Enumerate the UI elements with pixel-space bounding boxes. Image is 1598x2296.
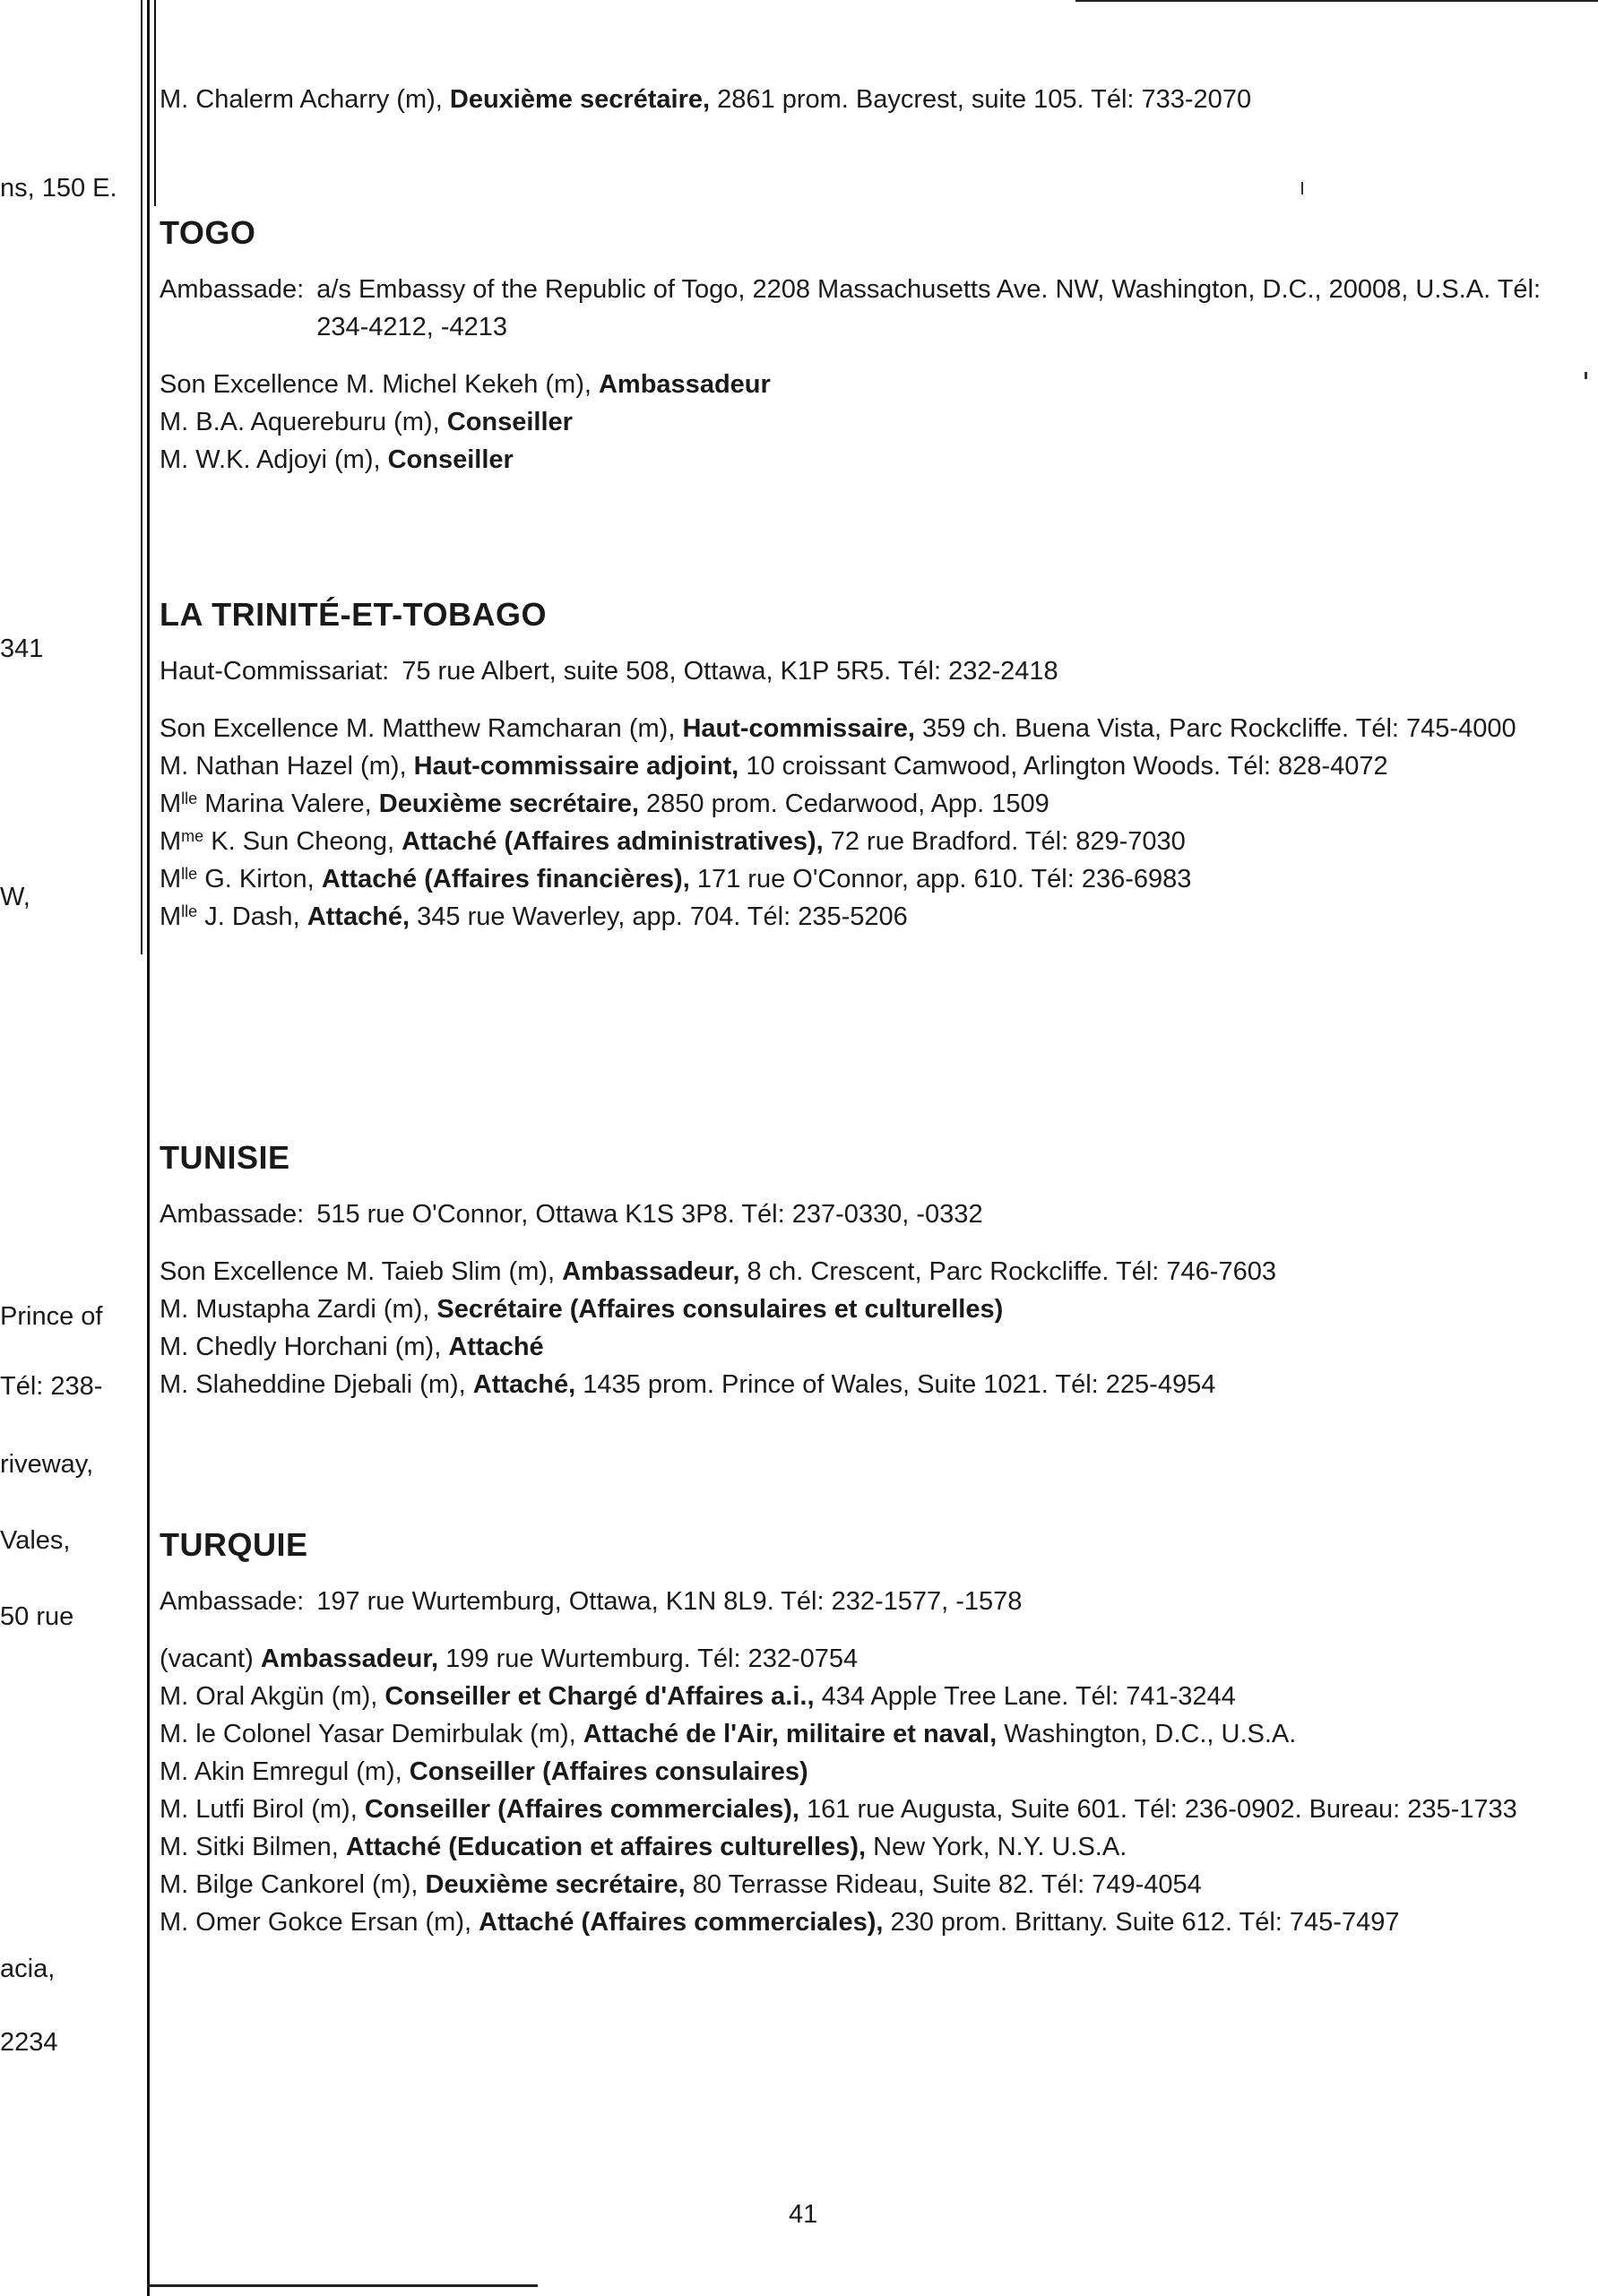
person-details: 10 croissant Camwood, Arlington Woods. Tél: 828-4072 — [746, 752, 1388, 781]
adjacent-fragment: 50 rue — [0, 1602, 74, 1631]
person-role: Attaché (Affaires commerciales), — [479, 1908, 884, 1937]
person-title: M — [160, 865, 182, 893]
person-role: Secrétaire (Affaires consulaires et culturelles) — [436, 1295, 1004, 1324]
person-title: M. — [160, 1795, 189, 1824]
person-entry — [160, 1290, 1558, 1328]
country-section-togo — [160, 213, 1558, 479]
person-details: 8 ch. Crescent, Parc Rockcliffe. Tél: 746-7603 — [747, 1257, 1276, 1286]
country-section-trinidad-tobago — [160, 595, 1558, 936]
person-title: M — [160, 902, 182, 931]
mission-line — [160, 1583, 1558, 1620]
person-title-suffix: lle — [181, 790, 198, 807]
person-title-suffix: me — [181, 827, 204, 845]
person-details: 161 rue Augusta, Suite 601. Tél: 236-0902. Bureau: 235-1733 — [807, 1795, 1517, 1824]
binding-rule — [147, 0, 150, 2296]
mission-line — [160, 652, 1558, 690]
country-heading: TUNISIE — [160, 1139, 290, 1176]
person-entry — [160, 1903, 1558, 1941]
person-entry — [160, 1328, 1558, 1366]
person-role: Attaché de l'Air, militaire et naval, — [583, 1720, 998, 1748]
person-title: Son Excellence — [160, 370, 339, 399]
intro-entry — [160, 81, 1558, 118]
person-title: M. — [160, 1870, 189, 1899]
person-details: 230 prom. Brittany. Suite 612. Tél: 745-7497 — [890, 1908, 1400, 1937]
mission-line — [160, 271, 1558, 346]
adjacent-page-edge — [141, 0, 143, 954]
adjacent-fragment: Tél: 238- — [0, 1372, 103, 1401]
person-title: M. — [160, 1370, 189, 1399]
person-name: Bilge Cankorel (m), — [195, 1870, 419, 1899]
person-details: 2861 prom. Baycrest, suite 105. Tél: 733-2070 — [717, 85, 1252, 114]
person-name: G. Kirton, — [204, 865, 315, 893]
person-role: Haut-commissaire adjoint, — [413, 752, 739, 781]
person-role: Ambassadeur, — [562, 1257, 740, 1286]
person-role: Conseiller — [387, 445, 514, 474]
person-details: 171 rue O'Connor, app. 610. Tél: 236-6983 — [696, 865, 1192, 893]
person-name: J. Dash, — [204, 902, 300, 931]
person-role: Attaché — [448, 1333, 544, 1361]
mission-address: a/s Embassy of the Republic of Togo, 2208 Massachusetts Ave. NW, Washington, D.C., 20008, U.S.A. Tél: 234-4212, -4213 — [316, 275, 1542, 341]
person-entry — [160, 710, 1558, 747]
person-name: Chedly Horchani (m), — [195, 1333, 442, 1361]
person-name: M. Matthew Ramcharan (m), — [345, 714, 676, 743]
person-name: M. Taieb Slim (m), — [345, 1257, 556, 1286]
person-role: Attaché (Affaires administratives), — [402, 827, 824, 856]
adjacent-fragment: Prince of — [0, 1302, 103, 1331]
person-title: M. — [160, 1833, 189, 1861]
bottom-edge-rule — [147, 2284, 538, 2287]
mission-label: Ambassade: — [160, 1587, 305, 1616]
person-title: M. — [160, 445, 189, 474]
person-title-suffix: lle — [181, 902, 198, 920]
person-role: Conseiller et Chargé d'Affaires a.i., — [384, 1682, 815, 1711]
person-details: 72 rue Bradford. Tél: 829-7030 — [830, 827, 1186, 856]
person-details: New York, N.Y. U.S.A. — [873, 1833, 1127, 1861]
people-list — [160, 1640, 1558, 1941]
person-entry — [160, 1715, 1558, 1753]
person-title: M. — [160, 752, 189, 781]
person-name: M. Michel Kekeh (m), — [345, 370, 592, 399]
person-title: M. — [160, 408, 189, 436]
person-role: Haut-commissaire, — [682, 714, 915, 743]
person-details: 345 rue Waverley, app. 704. Tél: 235-5206 — [417, 902, 908, 931]
country-heading: LA TRINITÉ-ET-TOBAGO — [160, 596, 547, 633]
person-role: Attaché, — [307, 902, 410, 931]
person-entry — [160, 1753, 1558, 1791]
person-title: M. — [160, 1333, 189, 1361]
person-title: M. — [160, 1720, 189, 1748]
person-entry — [160, 898, 1558, 936]
person-entry — [160, 1828, 1558, 1866]
person-title: Son Excellence — [160, 1257, 339, 1286]
person-title: M. — [160, 1682, 189, 1711]
page-number: 41 — [789, 2200, 818, 2229]
person-name: M. Chalerm Acharry (m), — [160, 85, 443, 114]
mission-address: 515 rue O'Connor, Ottawa K1S 3P8. Tél: 237-0330, -0332 — [316, 1200, 983, 1229]
person-role: Deuxième secrétaire, — [378, 790, 639, 818]
binding-rule — [154, 0, 156, 206]
person-name: Oral Akgün (m), — [195, 1682, 378, 1711]
person-entry — [160, 1866, 1558, 1903]
person-entry — [160, 1791, 1558, 1828]
person-title: Son Excellence — [160, 714, 339, 743]
person-entry — [160, 441, 1558, 479]
person-entry — [160, 747, 1558, 785]
person-name: Nathan Hazel (m), — [195, 752, 407, 781]
adjacent-fragment: W, — [0, 883, 30, 911]
person-details: 434 Apple Tree Lane. Tél: 741-3244 — [821, 1682, 1236, 1711]
adjacent-fragment: riveway, — [0, 1450, 94, 1479]
country-section-turquie — [160, 1525, 1558, 1941]
person-entry — [160, 1640, 1558, 1678]
mission-label: Ambassade: — [160, 1200, 305, 1229]
person-role: Ambassadeur, — [260, 1644, 439, 1673]
person-name: Mustapha Zardi (m), — [195, 1295, 430, 1324]
mission-line — [160, 1195, 1558, 1233]
scan-speck — [1585, 372, 1587, 379]
person-details: 359 ch. Buena Vista, Parc Rockcliffe. Tél: 745-4000 — [922, 714, 1516, 743]
person-details: 80 Terrasse Rideau, Suite 82. Tél: 749-4054 — [692, 1870, 1202, 1899]
person-title-suffix: lle — [181, 865, 198, 883]
person-entry — [160, 403, 1558, 441]
person-role: Attaché (Education et affaires culturelles), — [345, 1833, 867, 1861]
person-name: Slaheddine Djebali (m), — [195, 1370, 466, 1399]
person-entry — [160, 1366, 1558, 1403]
mission-address: 197 rue Wurtemburg, Ottawa, K1N 8L9. Tél: 232-1577, -1578 — [316, 1587, 1023, 1616]
person-name: K. Sun Cheong, — [211, 827, 395, 856]
person-name: Omer Gokce Ersan (m), — [195, 1908, 472, 1937]
person-details: 2850 prom. Cedarwood, App. 1509 — [646, 790, 1049, 818]
country-heading: TURQUIE — [160, 1526, 308, 1563]
person-role: Ambassadeur — [598, 370, 771, 399]
adjacent-fragment: 341 — [0, 634, 44, 663]
adjacent-page-strip — [0, 0, 143, 2296]
person-name: Sitki Bilmen, — [195, 1833, 339, 1861]
person-role: Conseiller (Affaires consulaires) — [409, 1757, 808, 1786]
person-title: M — [160, 790, 182, 818]
person-title: M — [160, 827, 182, 856]
person-title: M. — [160, 1908, 189, 1937]
mission-label: Ambassade: — [160, 275, 305, 304]
person-role: Attaché (Affaires financières), — [321, 865, 690, 893]
person-title: (vacant) — [160, 1644, 254, 1673]
country-section-tunisie — [160, 1138, 1558, 1403]
person-details: 199 rue Wurtemburg. Tél: 232-0754 — [445, 1644, 859, 1673]
scan-speck — [1301, 182, 1303, 194]
person-role: Attaché, — [472, 1370, 576, 1399]
person-name: le Colonel Yasar Demirbulak (m), — [195, 1720, 576, 1748]
person-name: Akin Emregul (m), — [194, 1757, 402, 1786]
person-entry — [160, 81, 1558, 118]
mission-label: Haut-Commissariat: — [160, 657, 390, 686]
person-details: Washington, D.C., U.S.A. — [1004, 1720, 1297, 1748]
person-entry — [160, 1678, 1558, 1715]
person-role: Conseiller — [446, 408, 573, 436]
person-role: Deuxième secrétaire, — [425, 1870, 686, 1899]
person-entry — [160, 1253, 1558, 1290]
person-title: M. — [160, 1295, 189, 1324]
country-heading: TOGO — [160, 214, 256, 251]
people-list — [160, 366, 1558, 479]
person-name: Marina Valere, — [204, 790, 372, 818]
people-list — [160, 1253, 1558, 1403]
adjacent-fragment: acia, — [0, 1955, 56, 1983]
person-role: Conseiller (Affaires commerciales), — [364, 1795, 799, 1824]
person-name: Lutfi Birol (m), — [195, 1795, 358, 1824]
person-entry — [160, 823, 1558, 860]
person-name: W.K. Adjoyi (m), — [195, 445, 381, 474]
adjacent-fragment: 2234 — [0, 2028, 58, 2057]
mission-address: 75 rue Albert, suite 508, Ottawa, K1P 5R5. Tél: 232-2418 — [402, 657, 1058, 686]
adjacent-fragment: ns, 150 E. — [0, 174, 117, 203]
person-entry — [160, 785, 1558, 823]
directory-page — [160, 0, 1558, 2296]
person-role: Deuxième secrétaire, — [449, 85, 711, 114]
person-title: M. — [160, 1757, 189, 1786]
person-details: 1435 prom. Prince of Wales, Suite 1021. Tél: 225-4954 — [583, 1370, 1216, 1399]
person-entry — [160, 860, 1558, 898]
adjacent-fragment: Vales, — [0, 1526, 71, 1555]
people-list — [160, 710, 1558, 936]
person-entry — [160, 366, 1558, 403]
person-name: B.A. Aquereburu (m), — [195, 408, 440, 436]
